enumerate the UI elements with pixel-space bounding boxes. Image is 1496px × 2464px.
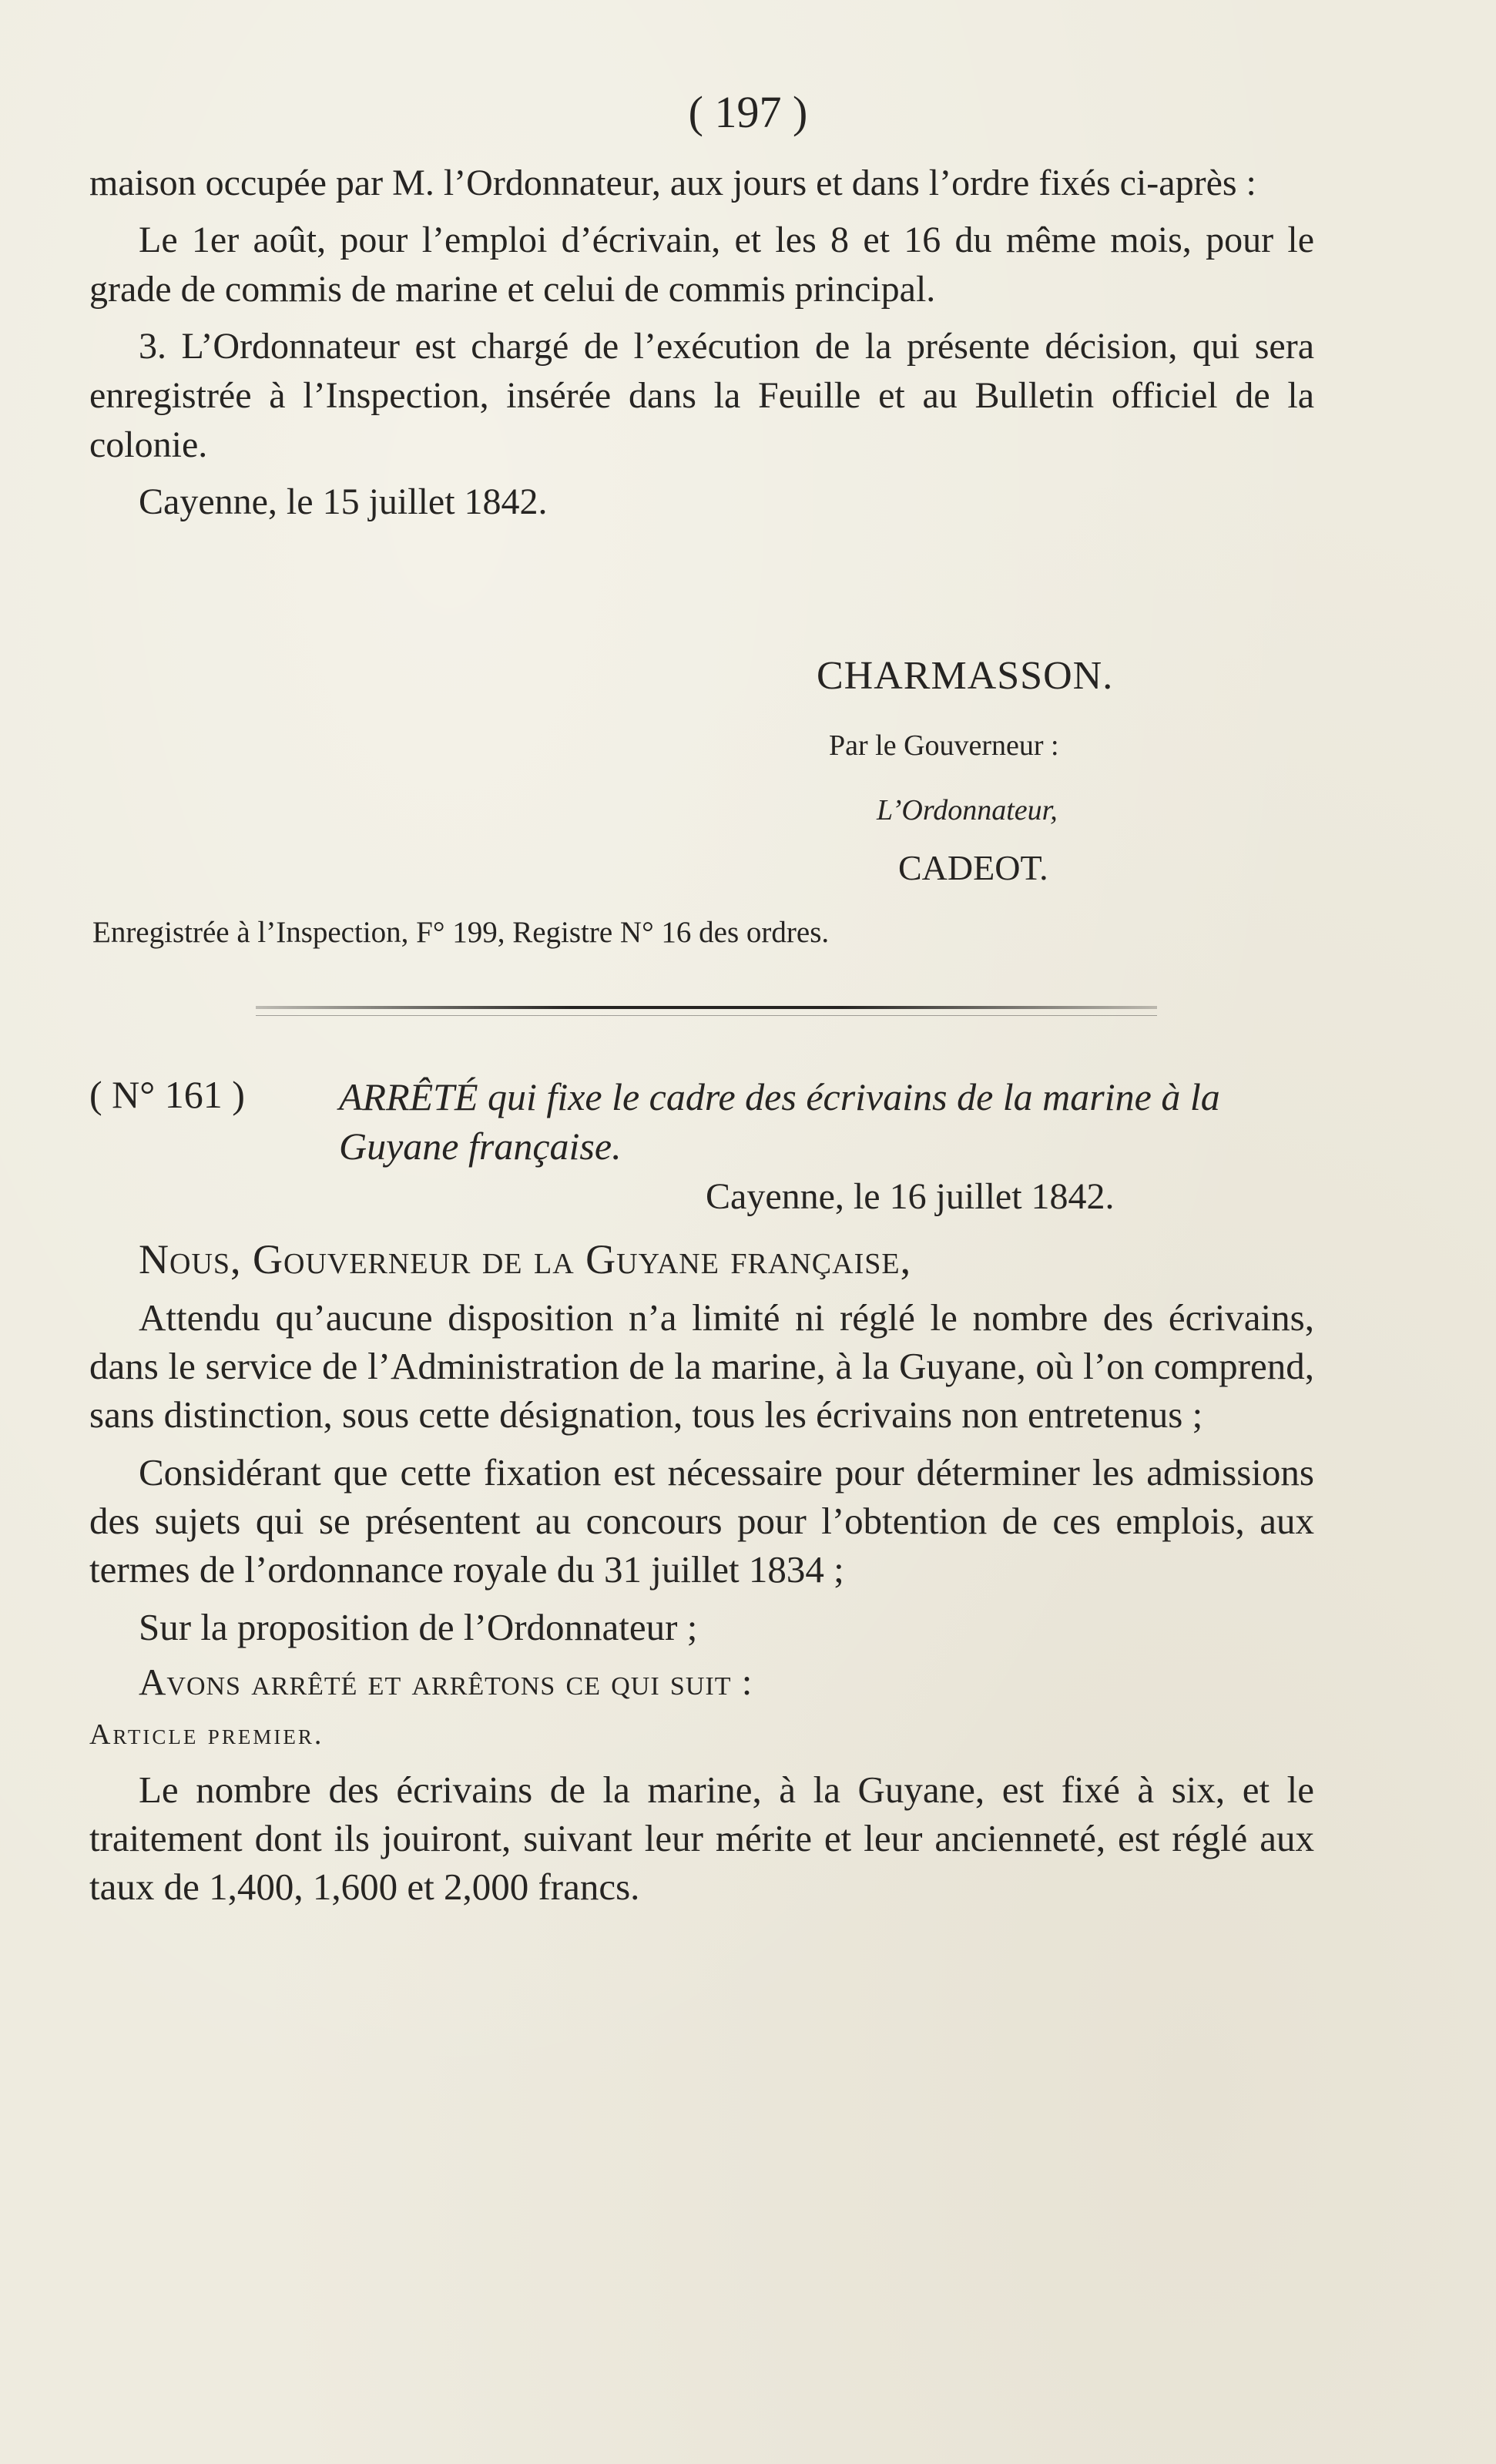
countersigner-name: CADEOT. <box>898 848 1048 887</box>
par-le-gouverneur: Par le Gouverneur : <box>829 729 1059 762</box>
arrete-body <box>89 1235 1314 1911</box>
article-heading: Article premier. <box>89 1718 324 1751</box>
article-text: Le nombre des écrivains de la marine, à la Guyane, est fixé à six, et le traitement dont ils jouiront, suivant leur mérite et leur ancienneté, est réglé aux taux de 1,400, 1,600 et 2,000 francs. <box>89 1768 1314 1908</box>
ordonnateur-title: L’Ordonnateur, <box>877 794 1058 826</box>
arrete-number: ( N° 161 ) <box>89 1073 245 1116</box>
page-number: ( 197 ) <box>688 87 808 137</box>
arrete-date: Cayenne, le 16 juillet 1842. <box>706 1176 1115 1217</box>
attendu-paragraph: Attendu qu’aucune disposition n’a limité ni réglé le nombre des écrivains, dans le service de l’Administration de la marine, à la Guyane, où l’on comprend, sans distinction, sous cette désignation, tous les écrivains non entretenus ; <box>89 1296 1314 1436</box>
top-section <box>89 159 1314 527</box>
schedule-paragraph: Le 1er août, pour l’emploi d’écrivain, et les 8 et 16 du même mois, pour le grade de commis de marine et celui de commis principal. <box>89 220 1314 310</box>
section-divider <box>256 1006 1157 1009</box>
continuation-paragraph: maison occupée par M. l’Ordonnateur, aux jours et dans l’ordre fixés ci-après : <box>89 163 1256 203</box>
signer-name: CHARMASSON. <box>817 654 1114 698</box>
proposition-paragraph: Sur la proposition de l’Ordonnateur ; <box>139 1606 698 1648</box>
registration-note: Enregistrée à l’Inspection, F° 199, Registre N° 16 des ordres. <box>92 916 830 949</box>
arrete-title <box>339 1072 1317 1171</box>
section-divider-thin <box>256 1015 1157 1016</box>
arrete-keyword: ARRÊTÉ <box>339 1075 478 1118</box>
considerant-paragraph: Considérant que cette fixation est nécessaire pour déterminer les admissions des sujets qui se présentent au concours pour l’obtention de ces emplois, aux termes de l’ordonnance royale du 31 juillet 1834 ; <box>89 1451 1314 1591</box>
decision-date: Cayenne, le 15 juillet 1842. <box>139 481 548 522</box>
nous-gouverneur: Nous, Gouverneur de la Guyane française, <box>139 1236 912 1282</box>
avons-paragraph: Avons arrêté et arrêtons ce qui suit : <box>139 1661 753 1703</box>
execution-paragraph: 3. L’Ordonnateur est chargé de l’exécution de la présente décision, qui sera enregistrée à l’Inspection, insérée dans la Feuille et au Bulletin officiel de la colonie. <box>89 326 1314 465</box>
arrete-title-text: qui fixe le cadre des écrivains de la marine à la Guyane française. <box>339 1075 1220 1168</box>
